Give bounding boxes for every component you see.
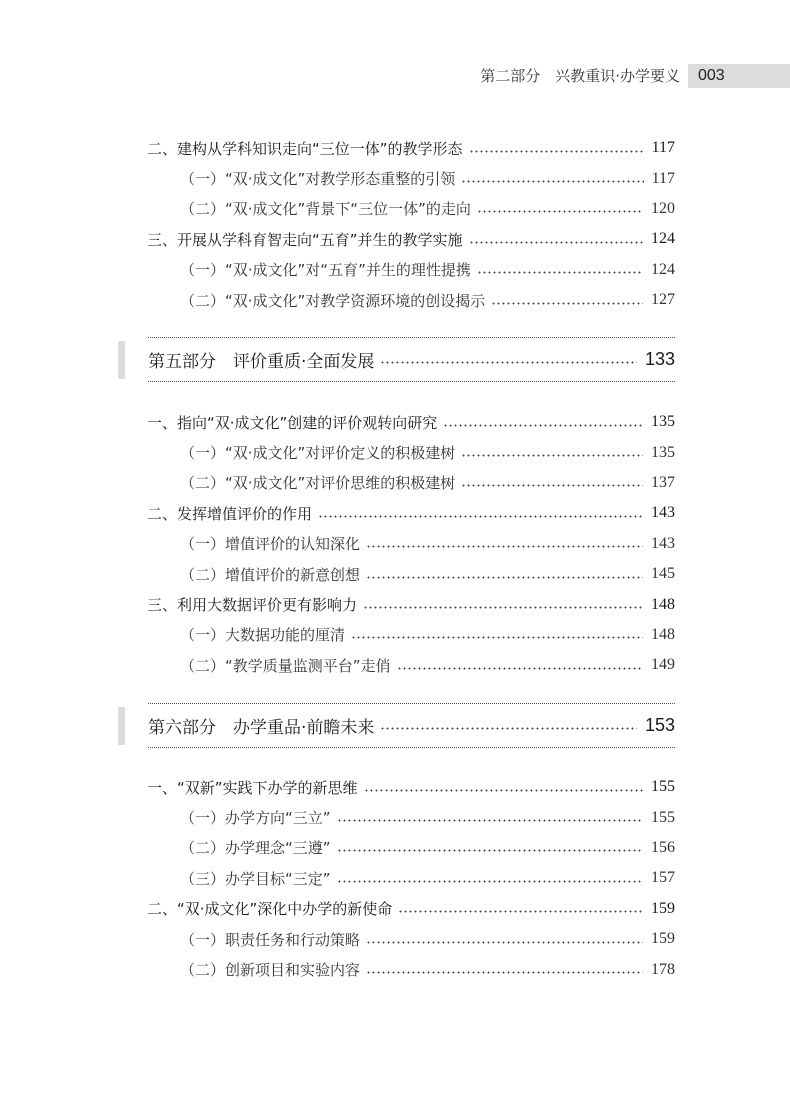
entry-page: 145 xyxy=(651,565,675,583)
entry-page: 124 xyxy=(651,260,675,278)
section-title: 第五部分 评价重质·全面发展 xyxy=(148,351,375,372)
entry-page: 149 xyxy=(651,656,675,674)
toc-entry[interactable] xyxy=(147,894,675,924)
entry-page: 120 xyxy=(651,199,675,217)
entry-title: 一、指向“双·成文化”创建的评价观转向研究 xyxy=(147,413,438,432)
toc-entry[interactable] xyxy=(147,133,675,163)
toc-group xyxy=(147,133,675,315)
toc-entry[interactable] xyxy=(147,285,675,315)
toc-section-6[interactable] xyxy=(118,703,675,747)
dot-leader xyxy=(477,271,643,274)
entry-title: （二）创新项目和实验内容 xyxy=(180,961,361,980)
toc-group xyxy=(147,407,675,681)
dot-leader xyxy=(469,241,643,244)
entry-title: （三）办学目标“三定” xyxy=(180,869,331,888)
dot-leader xyxy=(363,606,643,609)
toc-section-5[interactable] xyxy=(118,337,675,381)
entry-page: 159 xyxy=(651,899,675,917)
dot-leader xyxy=(337,819,643,822)
entry-page: 148 xyxy=(651,625,675,643)
dot-leader xyxy=(364,789,643,792)
dot-leader xyxy=(337,849,643,852)
entry-title: （一）“双·成文化”对教学形态重整的引领 xyxy=(180,170,456,189)
divider xyxy=(148,703,675,704)
entry-title: 二、建构从学科知识走向“三位一体”的教学形态 xyxy=(147,139,463,158)
entry-title: 二、“双·成文化”深化中办学的新使命 xyxy=(147,900,393,919)
toc-entry[interactable] xyxy=(147,194,675,224)
entry-page: 143 xyxy=(651,504,675,522)
toc-entry[interactable] xyxy=(147,498,675,528)
toc-group xyxy=(147,772,675,985)
toc-entry[interactable] xyxy=(147,802,675,832)
toc-entry[interactable] xyxy=(147,163,675,193)
dot-leader xyxy=(351,636,643,639)
dot-leader xyxy=(461,180,643,183)
entry-title: （二）办学理念“三遵” xyxy=(180,839,331,858)
entry-title: （二）“教学质量监测平台”走俏 xyxy=(180,656,391,675)
toc-entry[interactable] xyxy=(147,833,675,863)
entry-page: 155 xyxy=(651,808,675,826)
dot-leader xyxy=(461,454,643,457)
entry-title: 二、发挥增值评价的作用 xyxy=(147,504,313,523)
entry-title: （二）增值评价的新意创想 xyxy=(180,565,361,584)
dot-leader xyxy=(443,424,643,427)
entry-page: 124 xyxy=(651,230,675,248)
dot-leader xyxy=(398,910,643,913)
entry-title: （一）职责任务和行动策略 xyxy=(180,930,361,949)
toc-entry[interactable] xyxy=(147,529,675,559)
entry-title: （二）“双·成文化”背景下“三位一体”的走向 xyxy=(180,200,471,219)
entry-title: （一）办学方向“三立” xyxy=(180,809,331,828)
dot-leader xyxy=(366,576,643,579)
dot-leader xyxy=(469,150,644,153)
entry-page: 148 xyxy=(651,595,675,613)
dot-leader xyxy=(397,667,643,670)
dot-leader xyxy=(337,880,643,883)
dot-leader xyxy=(366,971,643,974)
entry-page: 178 xyxy=(651,960,675,978)
entry-title: 一、“双新”实践下办学的新思维 xyxy=(147,778,358,797)
section-page: 133 xyxy=(644,348,675,369)
entry-page: 135 xyxy=(651,413,675,431)
entry-page: 117 xyxy=(651,169,675,187)
entry-page: 157 xyxy=(651,869,675,887)
dot-leader xyxy=(461,484,643,487)
toc-entry[interactable] xyxy=(147,468,675,498)
dot-leader xyxy=(380,727,637,730)
entry-page: 156 xyxy=(651,838,675,856)
entry-title: （一）“双·成文化”对“五育”并生的理性提携 xyxy=(180,261,471,280)
running-header: 第二部分 兴教重识·办学要义 xyxy=(480,67,680,85)
toc-entry[interactable] xyxy=(147,772,675,802)
dot-leader xyxy=(477,210,643,213)
toc-entry[interactable] xyxy=(147,924,675,954)
dot-leader xyxy=(318,515,643,518)
entry-page: 127 xyxy=(651,291,675,309)
divider xyxy=(148,337,675,338)
entry-title: 三、开展从学科育智走向“五育”并生的教学实施 xyxy=(147,230,463,249)
divider xyxy=(148,747,675,748)
page-number: 003 xyxy=(688,64,790,88)
section-marker xyxy=(118,707,125,745)
dot-leader xyxy=(491,302,643,305)
toc-entry[interactable] xyxy=(147,589,675,619)
section-marker xyxy=(118,341,125,379)
entry-page: 155 xyxy=(651,778,675,796)
toc-entry[interactable] xyxy=(147,863,675,893)
dot-leader xyxy=(366,545,643,548)
entry-title: （一）大数据功能的厘清 xyxy=(180,626,346,645)
entry-title: （一）增值评价的认知深化 xyxy=(180,535,361,554)
entry-title: 三、利用大数据评价更有影响力 xyxy=(147,596,358,615)
entry-title: （一）“双·成文化”对评价定义的积极建树 xyxy=(180,444,456,463)
entry-page: 159 xyxy=(651,930,675,948)
section-title: 第六部分 办学重品·前瞻未来 xyxy=(148,717,375,738)
toc-entry[interactable] xyxy=(147,224,675,254)
entry-page: 135 xyxy=(651,443,675,461)
dot-leader xyxy=(366,941,643,944)
toc-entry[interactable] xyxy=(147,650,675,680)
entry-title: （二）“双·成文化”对评价思维的积极建树 xyxy=(180,474,456,493)
toc-entry[interactable] xyxy=(147,620,675,650)
dot-leader xyxy=(380,361,637,364)
toc-entry[interactable] xyxy=(147,255,675,285)
entry-title: （二）“双·成文化”对教学资源环境的创设揭示 xyxy=(180,291,486,310)
entry-page: 137 xyxy=(651,473,675,491)
section-page: 153 xyxy=(644,714,675,735)
toc-entry[interactable] xyxy=(147,437,675,467)
toc-entry[interactable] xyxy=(147,559,675,589)
entry-page: 117 xyxy=(651,139,675,157)
divider xyxy=(148,381,675,382)
toc-entry[interactable] xyxy=(147,407,675,437)
entry-page: 143 xyxy=(651,534,675,552)
toc-entry[interactable] xyxy=(147,954,675,984)
